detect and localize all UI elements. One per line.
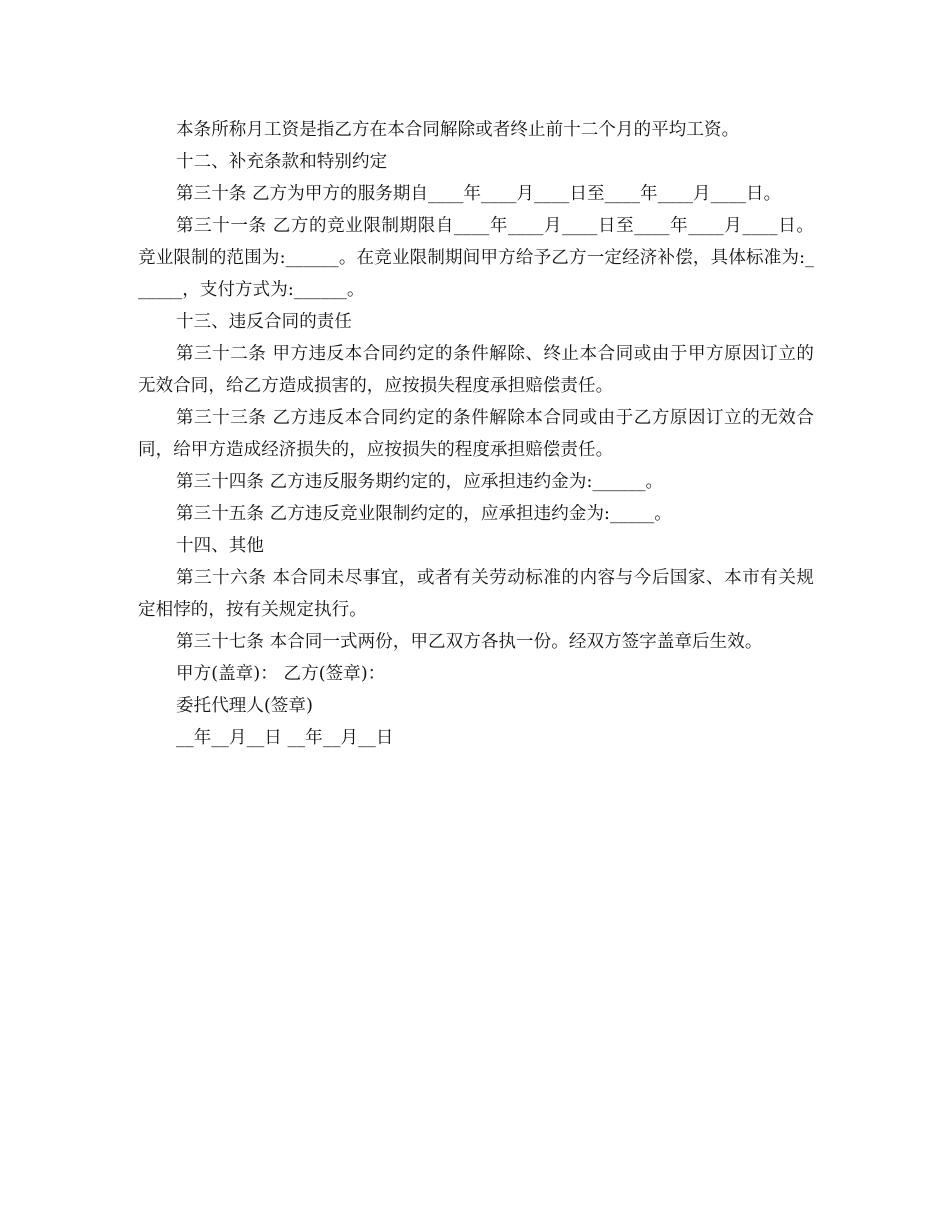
article-32-party-a-breach: 第三十二条 甲方违反本合同约定的条件解除、终止本合同或由于甲方原因订立的无效合同，给乙方造成损害的，应按损失程度承担赔偿责任。: [138, 344, 814, 396]
article-36-unspecified-matters: 第三十六条 本合同未尽事宜，或者有关劳动标准的内容与今后国家、本市有关规定相悖的，按有关规定执行。: [138, 568, 814, 620]
article-31-non-compete: 第三十一条 乙方的竞业限制期限自____年____月____日至____年____月____日。竞业限制的范围为:______。在竞业限制期间甲方给予乙方一定经济补偿，具体标准为:______，支付方式为:______。: [138, 216, 814, 300]
section-heading-other: 十四、其他: [176, 536, 264, 556]
article-35-non-compete-penalty: 第三十五条 乙方违反竞业限制约定的，应承担违约金为:_____。: [176, 504, 672, 524]
section-heading-supplementary-terms: 十二、补充条款和特别约定: [176, 152, 388, 172]
article-30-service-period: 第三十条 乙方为甲方的服务期自____年____月____日至____年____月____日。: [176, 184, 782, 204]
signature-date-line: __年__月__日 __年__月__日: [176, 728, 394, 748]
signature-agent-line: 委托代理人(签章): [176, 696, 314, 716]
signature-parties-line: 甲方(盖章)： 乙方(签章)：: [176, 664, 386, 684]
article-34-service-period-penalty: 第三十四条 乙方违反服务期约定的，应承担违约金为:______。: [176, 472, 664, 492]
section-heading-breach-liability: 十三、违反合同的责任: [176, 312, 352, 332]
paragraph-monthly-wage-definition: 本条所称月工资是指乙方在本合同解除或者终止前十二个月的平均工资。: [176, 120, 740, 140]
article-33-party-b-breach: 第三十三条 乙方违反本合同约定的条件解除本合同或由于乙方原因订立的无效合同，给甲方造成经济损失的，应按损失的程度承担赔偿责任。: [138, 408, 814, 460]
article-37-copies-effective: 第三十七条 本合同一式两份，甲乙双方各执一份。经双方签字盖章后生效。: [176, 632, 763, 652]
document-body: [138, 114, 814, 754]
